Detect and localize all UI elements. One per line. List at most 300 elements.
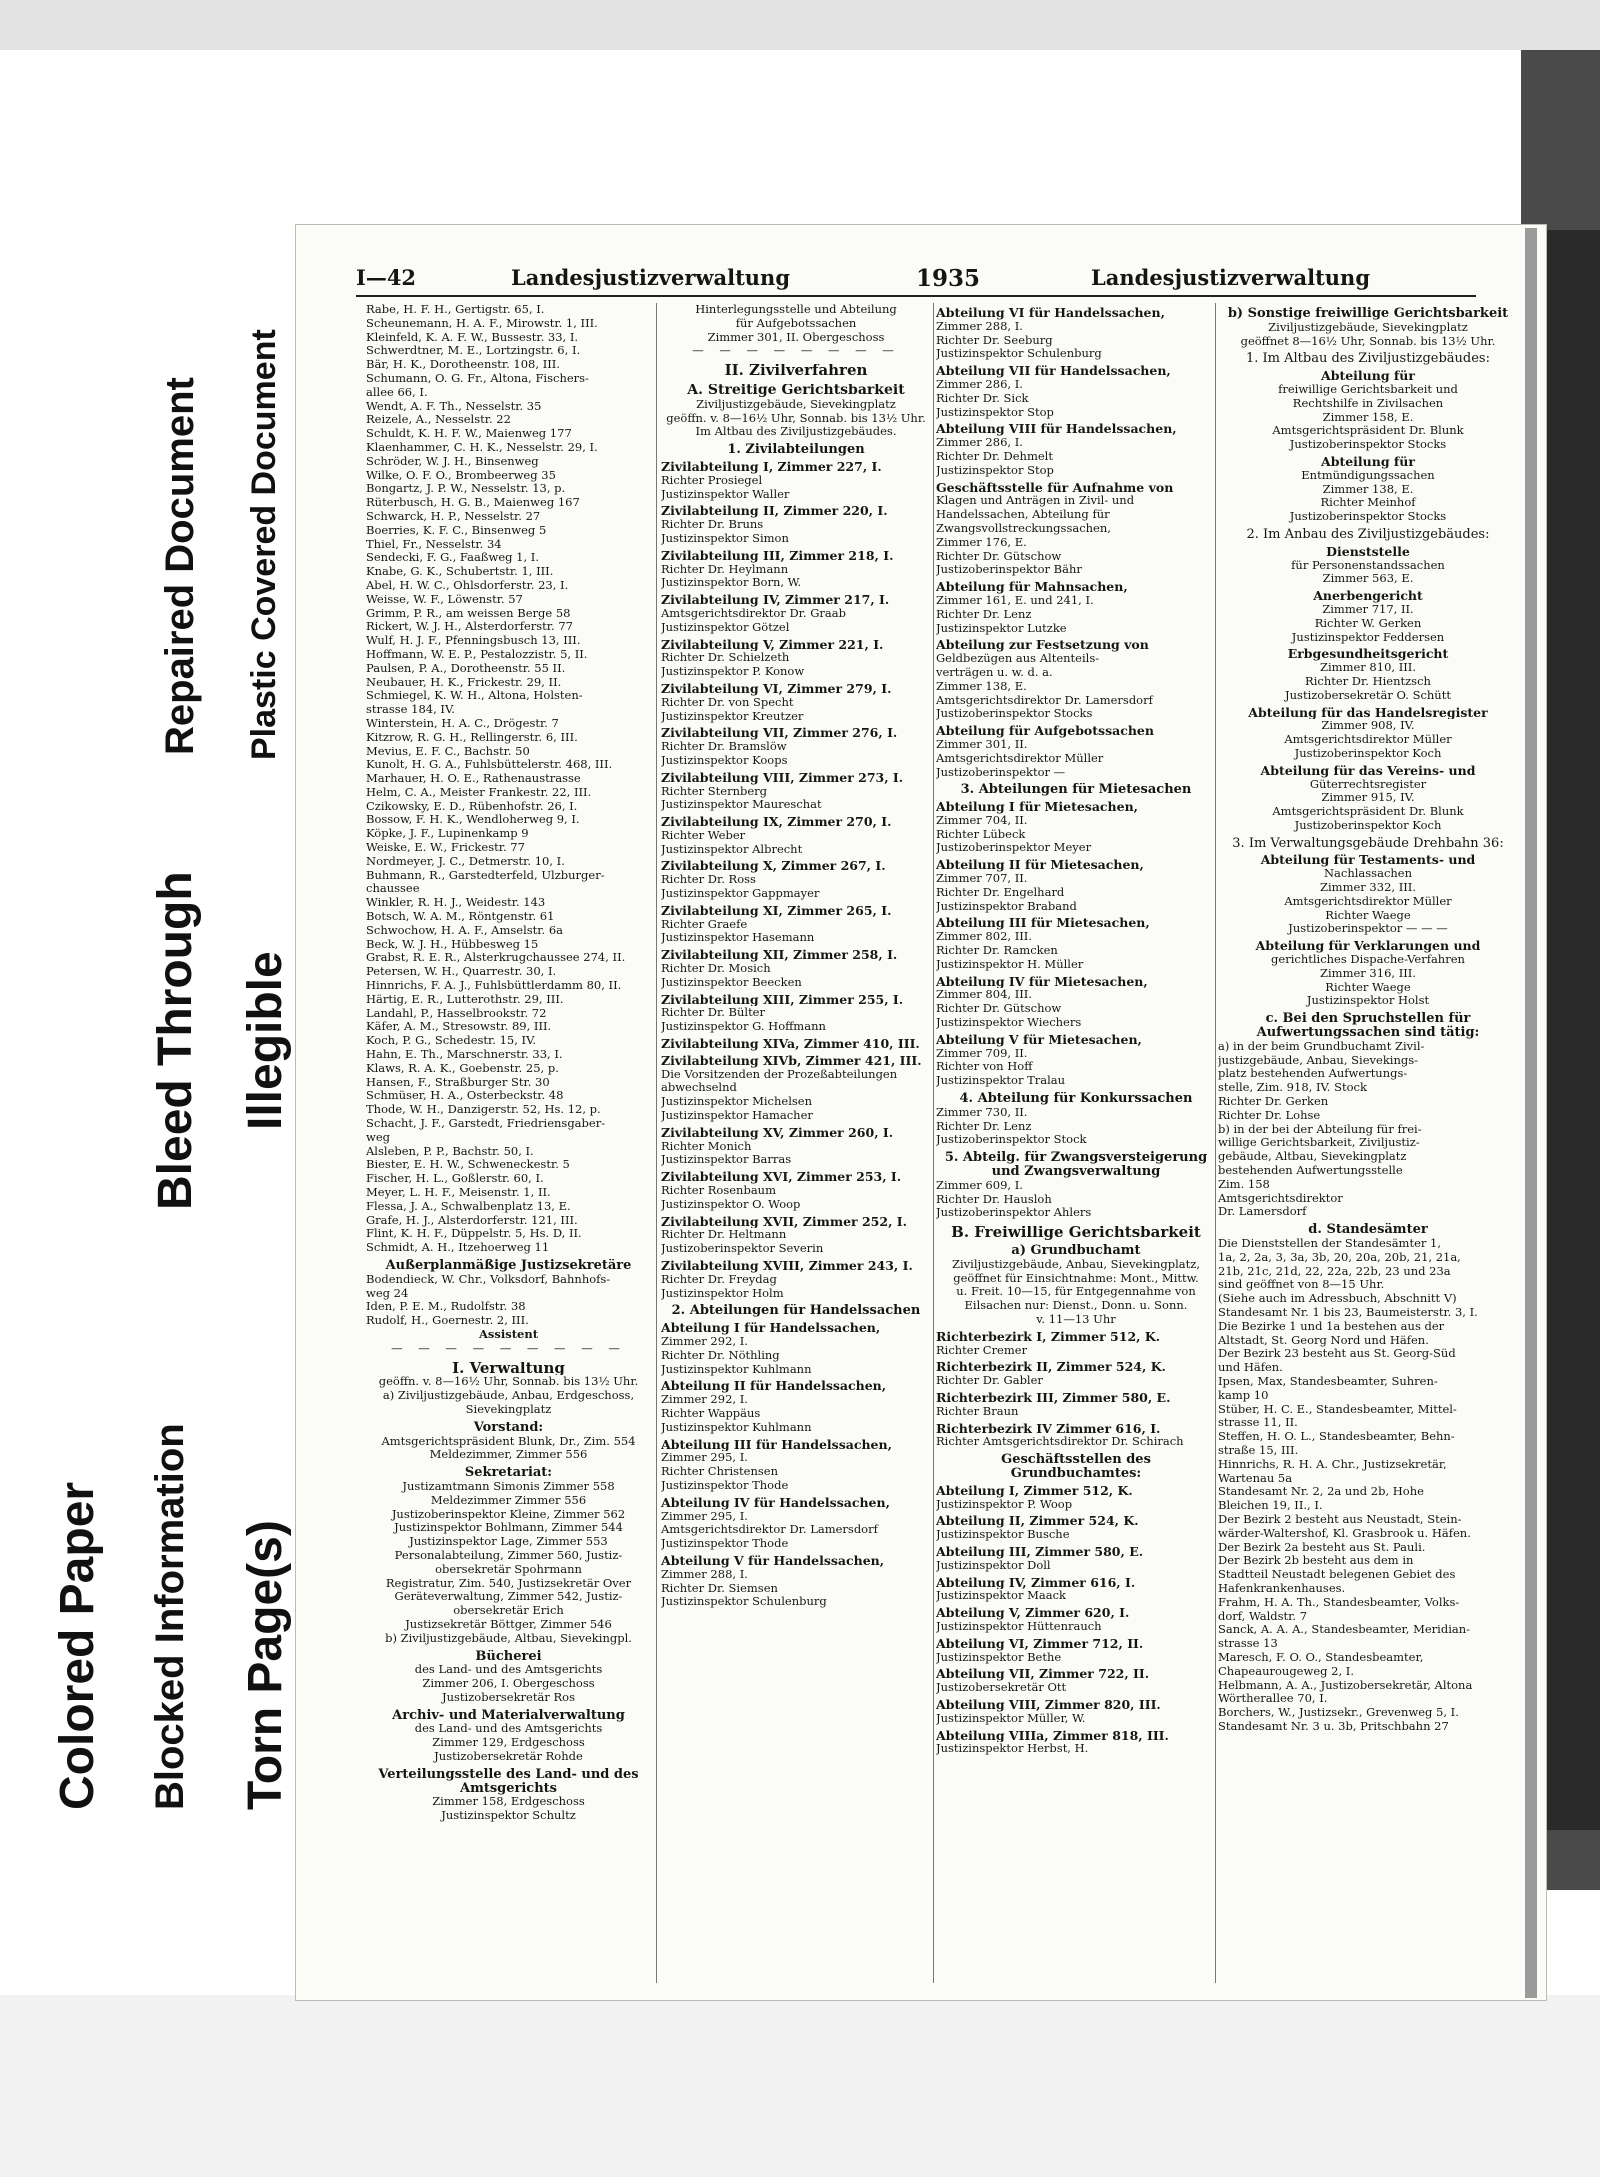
dash-divider: — — — — — — — —	[692, 344, 900, 358]
text-line: Justizinspektor Herbst, H.	[936, 1742, 1089, 1756]
text-line: 1a, 2, 2a, 3, 3a, 3b, 20, 20a, 20b, 21, 21a,	[1218, 1250, 1461, 1264]
text-line: Abteilung VIII, Zimmer 820, III.	[936, 1697, 1161, 1712]
text-line: Zivilabteilung XI, Zimmer 265, I.	[661, 903, 892, 918]
text-line: Zivilabteilung XVII, Zimmer 252, I.	[661, 1214, 907, 1229]
text-line: Stadtteil Neustadt belegenen Gebiet des	[1218, 1568, 1456, 1582]
text-line: Abteilung für	[1321, 369, 1415, 383]
text-line: Zivilabteilung XVIII, Zimmer 243, I.	[661, 1259, 913, 1273]
zivilverfahren-heading: II. Zivilverfahren	[724, 364, 868, 378]
column-4	[1218, 303, 1518, 1734]
text-line: Bongartz, J. P. W., Nesselstr. 13, p.	[366, 482, 566, 496]
text-line: (Siehe auch im Adressbuch, Abschnitt V)	[1218, 1292, 1457, 1306]
text-line: Justizinspektor Hamacher	[661, 1109, 813, 1123]
text-line: Richter Prosiegel	[661, 473, 763, 487]
text-line: Abteilung VIII für Handelssachen,	[936, 422, 1177, 437]
text-line: Richter Dr. Lenz	[936, 1119, 1032, 1133]
text-line: Justizobersekretär Ott	[936, 1681, 1067, 1695]
text-line: Der Bezirk 2 besteht aus Neustadt, Stein-	[1218, 1512, 1462, 1526]
text-line: Richter Dr. Bramslöw	[661, 740, 787, 754]
text-line: Abteilung VII für Handelssachen,	[936, 364, 1171, 378]
text-line: Schwarck, H. P., Nesselstr. 27	[366, 509, 541, 523]
text-line: Richterbezirk II, Zimmer 524, K.	[936, 1360, 1166, 1375]
text-line: Abteilung für das Vereins- und	[1260, 763, 1476, 778]
text-line: Schacht, J. F., Garstedt, Friedriensgaber-	[366, 1117, 606, 1131]
text-line: Amtsgerichtspräsident Dr. Blunk	[1272, 805, 1464, 819]
text-line: Zimmer 704, II.	[936, 813, 1028, 827]
text-line: Ziviljustizgebäude, Anbau, Sievekingplatz,	[952, 1257, 1200, 1271]
text-line: Richter Dr. Ross	[661, 873, 756, 887]
text-line: Richter Dr. Gabler	[936, 1374, 1043, 1388]
text-line: 21b, 21c, 21d, 22, 22a, 22b, 23 und 23a	[1218, 1264, 1451, 1278]
mietesachen-heading: 3. Abteilungen für Mietesachen	[960, 783, 1192, 798]
text-line: Meldezimmer, Zimmer 556	[429, 1448, 588, 1462]
text-line: Marhauer, H. O. E., Rathenaustrasse	[366, 772, 581, 786]
text-line: Abteilung V, Zimmer 620, I.	[936, 1606, 1130, 1620]
text-line: Bleichen 19, II., I.	[1218, 1499, 1323, 1513]
text-line: Zivilabteilung I, Zimmer 227, I.	[661, 459, 882, 474]
text-line: Justizinspektor Braband	[936, 899, 1077, 913]
text-line: Abteilung VII, Zimmer 722, II.	[936, 1667, 1150, 1682]
text-line: Richter Dr. Siemsen	[661, 1581, 778, 1595]
text-line: Justizinspektor Lage, Zimmer 553	[409, 1535, 608, 1549]
text-line: Richter Dr. Freydag	[661, 1272, 777, 1286]
text-line: Standesamt Nr. 3 u. 3b, Pritschbahn 27	[1218, 1719, 1449, 1733]
text-line: Zimmer 288, I.	[936, 319, 1023, 333]
text-line: Zimmer 730, II.	[936, 1105, 1028, 1119]
text-line: Altstadt, St. Georg Nord und Häfen.	[1218, 1333, 1429, 1347]
text-block	[1218, 1040, 1518, 1219]
text-block	[1218, 1237, 1518, 1734]
text-line: strasse 184, IV.	[366, 703, 455, 717]
text-line: Botsch, W. A. M., Röntgenstr. 61	[366, 910, 555, 924]
text-line: Hoffmann, W. E. P., Pestalozzistr. 5, II.	[366, 647, 588, 661]
text-line: Justizoberinspektor Koch	[1294, 818, 1442, 832]
text-line: geöffn. v. 8—16½ Uhr, Sonnab. bis 13½ Uhr.	[378, 1375, 639, 1389]
text-line: Weisse, W. F., Löwenstr. 57	[366, 592, 523, 606]
text-line: Amtsgerichtsdirektor Müller	[936, 751, 1104, 765]
header-title-left: Landesjustizverwaltung	[511, 265, 791, 290]
text-line: Wendt, A. F. Th., Nesselstr. 35	[366, 399, 542, 413]
text-line: Knabe, G. K., Schubertstr. 1, III.	[366, 565, 554, 579]
text-line: Meyer, L. H. F., Meisenstr. 1, II.	[366, 1186, 551, 1199]
text-line: Justizinspektor Thode	[661, 1537, 789, 1551]
text-line: Kunolt, H. G. A., Fuhlsbüttelerstr. 468, III.	[366, 758, 613, 772]
text-line: Justizinspektor Tralau	[936, 1074, 1066, 1088]
bottom-scan-band	[0, 1995, 1600, 2177]
text-line: Justizoberinspektor —	[936, 765, 1066, 779]
freiwillige-heading: B. Freiwillige Gerichtsbarkeit	[951, 1226, 1201, 1240]
zivilabteilungen-heading: 1. Zivilabteilungen	[727, 443, 865, 457]
text-line: willige Gerichtsbarkeit, Ziviljustiz-	[1218, 1136, 1420, 1150]
text-line: Richter Graefe	[661, 917, 748, 931]
text-line: Borchers, W., Justizsekr., Grevenweg 5, I.	[1218, 1706, 1459, 1720]
text-line: Zwangsvollstreckungssachen,	[936, 521, 1111, 535]
text-line: Schumann, O. G. Fr., Altona, Fischers-	[366, 371, 589, 385]
text-line: Richter Dr. von Specht	[661, 695, 794, 709]
text-line: Richter Waege	[1325, 908, 1411, 922]
archiv-heading: Archiv- und Materialverwaltung	[392, 1708, 625, 1723]
top-scan-band	[0, 0, 1600, 50]
text-line: Entmündigungssachen	[1301, 468, 1435, 482]
text-line: Richter Sternberg	[661, 784, 767, 798]
text-line: Justizinspektor Koops	[661, 753, 788, 767]
text-line: Zivilabteilung II, Zimmer 220, I.	[661, 504, 888, 519]
entry-list	[936, 797, 1216, 1088]
page-edge	[1525, 228, 1537, 1998]
text-line: u. Freit. 10—15, für Entgegennahme von	[956, 1285, 1196, 1299]
text-line: für Aufgebotssachen	[735, 316, 857, 330]
annotation-sidebar	[30, 270, 290, 1820]
text-line: Wartenau 5a	[1218, 1471, 1293, 1485]
text-line: Käfer, A. M., Stresowstr. 89, III.	[366, 1020, 552, 1034]
text-line: Reizele, A., Nesselstr. 22	[366, 413, 511, 427]
text-line: Erbgesundheitsgericht	[1287, 647, 1449, 662]
text-line: Petersen, W. H., Quarrestr. 30, I.	[366, 965, 557, 979]
dash-divider: — — — — — — — — —	[391, 1341, 626, 1355]
text-line: Registratur, Zim. 540, Justizsekretär Over	[385, 1576, 632, 1590]
column-separator	[933, 303, 934, 1983]
page-header	[296, 225, 1546, 292]
text-line: Handelssachen, Abteilung für	[936, 508, 1110, 522]
text-line: strasse 11, II.	[1218, 1416, 1298, 1430]
geschaeftsstellen-heading: Geschäftsstellen des Grundbuchamtes:	[1001, 1453, 1151, 1481]
text-line: Sievekingplatz	[465, 1402, 552, 1416]
text-line: Amtsgerichtsdirektor	[1218, 1191, 1343, 1205]
label-plastic-covered-document: Plastic Covered Document	[245, 329, 283, 760]
text-line: Richter Dr. Heltmann	[661, 1228, 787, 1242]
text-line: Mevius, E. F. C., Bachstr. 50	[366, 744, 530, 758]
text-line: Richter Wappäus	[661, 1406, 761, 1420]
text-line: Zimmer 301, II. Obergeschoss	[707, 330, 885, 344]
text-line: Richter Dr. Dehmelt	[936, 449, 1053, 463]
text-line: Amtsgerichtsdirektor Dr. Graab	[661, 606, 846, 620]
text-line: Stüber, H. C. E., Standesbeamter, Mittel-	[1218, 1402, 1457, 1416]
text-line: Justizinspektor Schultz	[441, 1809, 576, 1823]
text-line: Hinnrichs, R. H. A. Chr., Justizsekretär,	[1218, 1457, 1447, 1471]
text-line: Zivilabteilung XVI, Zimmer 253, I.	[661, 1170, 902, 1185]
text-line: Zimmer 206, I. Obergeschoss	[422, 1677, 595, 1691]
text-line: Justizinspektor Maureschat	[661, 798, 822, 812]
text-line: Justizinspektor Götzel	[661, 620, 790, 634]
text-line: Zim. 158	[1218, 1177, 1270, 1191]
text-line: Zimmer 158, E.	[1322, 410, 1414, 424]
text-line: Abteilung zur Festsetzung von	[936, 638, 1149, 653]
text-line: Nordmeyer, J. C., Detmerstr. 10, I.	[366, 854, 565, 868]
text-line: Richter Meinhof	[1320, 496, 1416, 510]
text-line: Abteilung V für Handelssachen,	[661, 1553, 885, 1568]
text-line: Richter Dr. Nöthling	[661, 1348, 780, 1362]
text-line: Justizinspektor Stop	[936, 463, 1054, 477]
text-line: Justizinspektor Holst	[1306, 994, 1430, 1008]
text-line: Rudolf, H., Goernestr. 2, III.	[366, 1314, 529, 1328]
text-line: abwechselnd	[661, 1081, 737, 1095]
text-line: Klaenhammer, C. H. K., Nesselstr. 29, I.	[366, 440, 598, 454]
label-bleed-through: Bleed Through	[149, 871, 202, 1210]
text-line: Richter Waege	[1325, 980, 1411, 994]
text-line: Sendecki, F. G., Faaßweg 1, I.	[366, 551, 539, 565]
text-line: Fischer, H. L., Goßlerstr. 60, I.	[366, 1172, 544, 1186]
text-line: Geldbezügen aus Altenteils-	[936, 652, 1100, 666]
text-block	[366, 1722, 651, 1763]
text-line: Zivilabteilung XV, Zimmer 260, I.	[661, 1125, 894, 1140]
text-line: Justizinspektor Stop	[936, 405, 1054, 419]
text-line: Die Dienststellen der Standesämter 1,	[1218, 1237, 1442, 1250]
text-line: Justizinspektor Thode	[661, 1478, 789, 1492]
text-line: Ziviljustizgebäude, Sievekingplatz	[696, 397, 896, 411]
text-line: Abteilung für	[1321, 454, 1415, 469]
verwaltung-heading: I. Verwaltung	[452, 1361, 565, 1376]
assistent-heading: Assistent	[478, 1327, 539, 1341]
sekretariat-heading: Sekretariat:	[464, 1466, 553, 1480]
text-line: Der Bezirk 23 besteht aus St. Georg-Süd	[1218, 1347, 1456, 1361]
text-line: Eilsachen nur: Dienst., Donn. u. Sonn.	[964, 1299, 1188, 1313]
text-line: Geschäftsstelle für Aufnahme von	[936, 480, 1174, 495]
section-heading: Außerplanmäßige Justizsekretäre	[385, 1258, 632, 1273]
text-line: Schmüser, H. A., Osterbeckstr. 48	[366, 1089, 564, 1103]
text-line: justizgebäude, Anbau, Sievekings-	[1218, 1053, 1419, 1067]
text-line: Abteilung I für Handelssachen,	[661, 1321, 881, 1335]
text-line: Justizobersekretär Rohde	[434, 1750, 583, 1764]
text-line: Abteilung für Mahnsachen,	[936, 580, 1128, 594]
text-line: des Land- und des Amtsgerichts	[414, 1663, 603, 1677]
text-line: Richter Cremer	[936, 1343, 1028, 1357]
text-line: Czikowsky, E. D., Rübenhofstr. 26, I.	[366, 799, 578, 813]
konkurs-heading: 4. Abteilung für Konkurssachen	[959, 1092, 1193, 1106]
label-repaired-document: Repaired Document	[158, 377, 202, 755]
text-line: Justizoberinspektor Stocks	[936, 707, 1093, 721]
text-line: Wilke, O. F. O., Brombeerweg 35	[366, 468, 556, 482]
text-line: Schuldt, K. H. F. W., Maienweg 177	[366, 427, 572, 441]
text-line: Zivilabteilung IX, Zimmer 270, I.	[661, 815, 892, 829]
text-line: Justizoberinspektor Stocks	[1289, 438, 1447, 452]
text-line: Justizobersekretär O. Schütt	[1285, 688, 1451, 702]
text-line: Maresch, F. O. O., Standesbeamter,	[1218, 1650, 1424, 1664]
text-line: Klaws, R. A. K., Goebenstr. 25, p.	[366, 1061, 559, 1075]
text-line: Justizinspektor Schulenburg	[936, 347, 1102, 361]
spruchstellen-heading: c. Bei den Spruchstellen für Aufwertungssachen sind tätig:	[1256, 1012, 1480, 1040]
text-line: Justizinspektor Lutzke	[936, 621, 1067, 635]
text-line: Zimmer 138, E.	[936, 679, 1027, 693]
text-line: Meldezimmer Zimmer 556	[430, 1493, 587, 1507]
text-line: stelle, Zim. 918, IV. Stock	[1218, 1081, 1367, 1095]
text-line: Richterbezirk I, Zimmer 512, K.	[936, 1329, 1161, 1344]
text-line: Richter Dr. Bülter	[661, 1006, 765, 1020]
text-line: Güterrechtsregister	[1309, 777, 1427, 791]
text-line: Richter Monich	[661, 1139, 752, 1153]
text-line: Richter Dr. Bruns	[661, 518, 764, 532]
text-line: Abteilung für Aufgebotssachen	[936, 724, 1154, 738]
text-line: Zimmer 129, Erdgeschoss	[432, 1736, 585, 1750]
text-line: Abteilung II für Handelssachen,	[661, 1379, 887, 1394]
text-line: Zimmer 138, E.	[1322, 482, 1414, 496]
text-line: Bossow, F. H. K., Wendloherweg 9, I.	[366, 813, 580, 827]
vorstand-heading: Vorstand:	[473, 1420, 544, 1435]
text-line: Justizobersekretär Ros	[442, 1690, 575, 1704]
text-line: Richter Dr. Hausloh	[936, 1192, 1052, 1206]
text-line: Justizinspektor Wiechers	[936, 1016, 1082, 1030]
text-block	[1218, 321, 1518, 349]
text-line: für Personenstandssachen	[1291, 558, 1445, 572]
text-line: Richter Amtsgerichtsdirektor Dr. Schirach	[936, 1435, 1184, 1449]
text-line: Schwochow, H. A. F., Amselstr. 6a	[366, 923, 563, 937]
text-line: Zimmer 301, II.	[936, 737, 1028, 751]
text-line: Justizinspektor P. Woop	[936, 1497, 1073, 1511]
buecherei-heading: Bücherei	[475, 1649, 542, 1664]
text-line: Justizoberinspektor Severin	[661, 1242, 824, 1256]
text-line: Beck, W. J. H., Hübbesweg 15	[366, 937, 539, 951]
entry-list	[936, 303, 1216, 779]
text-line: Justizinspektor Holm	[661, 1286, 784, 1300]
entry-list	[661, 457, 931, 1300]
text-line: Dienststelle	[1326, 544, 1410, 559]
text-line: Ziviljustizgebäude, Sievekingplatz	[1268, 320, 1468, 334]
drehbahn-heading: 3. Im Verwaltungsgebäude Drehbahn 36:	[1232, 836, 1504, 851]
text-line: Justizinspektor P. Konow	[661, 665, 805, 679]
text-line: Zimmer 332, III.	[1320, 881, 1416, 895]
text-line: Abteilung I, Zimmer 512, K.	[936, 1483, 1133, 1498]
text-line: Klagen und Anträgen in Zivil- und	[936, 494, 1135, 508]
text-line: v. 11—13 Uhr	[1036, 1312, 1116, 1326]
text-line: Zivilabteilung XII, Zimmer 258, I.	[661, 948, 898, 963]
text-line: Richter Dr. Lenz	[936, 607, 1032, 621]
text-line: Justizinspektor Busche	[936, 1528, 1070, 1542]
text-line: Justizinspektor Müller, W.	[936, 1711, 1086, 1725]
text-line: Richter von Hoff	[936, 1060, 1033, 1074]
handelssachen-heading: 2. Abteilungen für Handelssachen	[671, 1304, 921, 1319]
entry-list	[936, 1481, 1216, 1756]
text-line: Richterbezirk IV Zimmer 616, I.	[936, 1421, 1161, 1436]
text-line: Buhmann, R., Garstedterfeld, Ulzburger-	[366, 868, 605, 882]
text-line: platz bestehenden Aufwertungs-	[1218, 1067, 1408, 1081]
text-line: Richter W. Gerken	[1314, 616, 1422, 630]
text-line: Zimmer 563, E.	[1322, 572, 1414, 586]
text-line: Anerbengericht	[1313, 589, 1423, 603]
text-line: Justizinspektor Kuhlmann	[661, 1420, 812, 1434]
text-line: Ipsen, Max, Standesbeamter, Suhren-	[1218, 1374, 1438, 1388]
text-line: Zimmer 176, E.	[936, 535, 1027, 549]
text-line: Justizinspektor H. Müller	[936, 957, 1084, 971]
text-block	[366, 1795, 651, 1823]
text-line: Abteilung II, Zimmer 524, K.	[936, 1514, 1139, 1529]
text-line: Rechtshilfe in Zivilsachen	[1292, 396, 1444, 410]
text-line: Richter Dr. Heylmann	[661, 562, 789, 576]
label-colored-paper: Colored Paper	[51, 1481, 104, 1810]
text-line: Zimmer 609, I.	[936, 1178, 1023, 1192]
text-line: Grafe, H. J., Alsterdorferstr. 121, III.	[366, 1213, 578, 1227]
text-line: des Land- und des Amtsgerichts	[414, 1722, 603, 1736]
entry-list	[661, 1318, 931, 1609]
text-line: Amtsgerichtsdirektor Dr. Lamersdorf	[661, 1523, 878, 1537]
text-line: Chapeaurougeweg 2, I.	[1218, 1664, 1354, 1678]
text-line: Justizoberinspektor Meyer	[936, 841, 1092, 855]
text-line: Bär, H. K., Dorotheenstr. 108, III.	[366, 358, 560, 372]
text-line: Amtsgerichtspräsident Blunk, Dr., Zim. 554	[381, 1434, 636, 1448]
text-line: Hahn, E. Th., Marschnerstr. 33, I.	[366, 1048, 563, 1062]
text-line: Richter Dr. Mosich	[661, 962, 771, 976]
text-block	[366, 1435, 651, 1463]
page-number: I—42	[356, 265, 417, 290]
text-line: Thiel, Fr., Nesselstr. 34	[366, 537, 502, 551]
grundbuchamt-heading: a) Grundbuchamt	[1011, 1244, 1141, 1258]
text-line: Justizinspektor Waller	[661, 487, 790, 501]
text-line: strasse 13	[1218, 1637, 1278, 1651]
text-line: Justizoberinspektor Bähr	[936, 563, 1082, 577]
text-line: Zivilabteilung VII, Zimmer 276, I.	[661, 726, 898, 741]
text-line: Richter Rosenbaum	[661, 1184, 776, 1198]
text-line: Zimmer 802, III.	[936, 930, 1032, 944]
entry-list	[1218, 850, 1518, 1008]
text-line: Amtsgerichtsdirektor Müller	[1284, 894, 1452, 908]
text-line: Wulf, H. J. F., Pfenningsbusch 13, III.	[366, 634, 581, 648]
text-line: Sanck, A. A. A., Standesbeamter, Meridian-	[1218, 1623, 1471, 1637]
text-line: Richter Dr. Hientzsch	[1305, 674, 1431, 688]
text-line: Richter Dr. Seeburg	[936, 333, 1053, 347]
text-line: Zimmer 161, E. und 241, I.	[936, 593, 1094, 607]
text-line: Helm, C. A., Meister Frankestr. 22, III.	[366, 785, 592, 799]
text-line: Abteilung VIIIa, Zimmer 818, III.	[936, 1728, 1169, 1743]
text-line: allee 66, I.	[366, 385, 428, 399]
text-line: Justizoberinspektor — — —	[1288, 922, 1448, 936]
text-line: Justizinspektor Gappmayer	[661, 887, 820, 901]
verteilung-heading: Verteilungsstelle des Land- und des Amtsgerichts	[378, 1767, 639, 1796]
text-line: Die Vorsitzenden der Prozeßabteilungen	[661, 1067, 898, 1081]
name-list	[366, 1273, 651, 1328]
text-line: Zimmer 810, III.	[1320, 661, 1416, 675]
text-line: Bodendieck, W. Chr., Volksdorf, Bahnhofs-	[366, 1272, 611, 1286]
entry-list	[936, 1327, 1216, 1449]
text-line: Justizinspektor Kuhlmann	[661, 1362, 812, 1376]
text-line: Der Bezirk 2b besteht aus dem in	[1218, 1554, 1414, 1568]
text-line: Abteilung für Testaments- und	[1260, 853, 1476, 868]
text-line: Justizinspektor Michelsen	[661, 1095, 812, 1109]
text-line: Köpke, J. F., Lupinenkamp 9	[366, 827, 529, 841]
text-line: Standesamt Nr. 1 bis 23, Baumeisterstr. 3, I.	[1218, 1305, 1478, 1319]
text-line: Richter Braun	[936, 1404, 1019, 1418]
label-blocked-information: Blocked Information	[148, 1423, 192, 1810]
text-line: kamp 10	[1218, 1388, 1269, 1402]
standesaemter-heading: d. Standesämter	[1308, 1223, 1428, 1237]
text-line: Winkler, R. H. J., Weidestr. 143	[366, 896, 546, 910]
text-line: Justizinspektor Simon	[661, 531, 789, 545]
text-line: Härtig, E. R., Lutterothstr. 29, III.	[366, 992, 564, 1006]
sonstige-heading: b) Sonstige freiwillige Gerichtsbarkeit	[1227, 307, 1509, 321]
text-line: Abteilung III für Handelssachen,	[661, 1437, 892, 1452]
scan-right-strip-dark	[1538, 230, 1600, 1830]
text-line: Scheunemann, H. A. F., Mirowstr. 1, III.	[366, 316, 598, 330]
header-rule	[356, 295, 1476, 297]
text-line: freiwillige Gerichtsbarkeit und	[1278, 382, 1458, 396]
text-line: Landahl, P., Hasselbrookstr. 72	[366, 1006, 547, 1020]
text-line: Zimmer 908, IV.	[1321, 719, 1415, 733]
column-3	[936, 303, 1216, 1756]
text-line: Der Bezirk 2a besteht aus St. Pauli.	[1218, 1540, 1426, 1554]
text-line: Justizoberinspektor Ahlers	[936, 1206, 1092, 1220]
text-line: Weiske, E. W., Frickestr. 77	[366, 841, 525, 855]
column-separator	[656, 303, 657, 1983]
text-line: Abteilung III, Zimmer 580, E.	[936, 1544, 1144, 1559]
text-line: Abteilung VI, Zimmer 712, II.	[936, 1636, 1144, 1651]
name-list	[366, 303, 651, 1255]
text-line: Zivilabteilung III, Zimmer 218, I.	[661, 548, 894, 563]
text-line: Justizinspektor Doll	[936, 1558, 1051, 1572]
text-line: bestehenden Aufwertungsstelle	[1218, 1164, 1403, 1178]
text-line: Zivilabteilung XIVb, Zimmer 421, III.	[661, 1053, 922, 1068]
text-line: weg 24	[366, 1286, 409, 1300]
text-line: Neubauer, H. K., Frickestr. 29, II.	[366, 675, 562, 689]
text-line: Zimmer 292, I.	[661, 1334, 748, 1348]
text-line: Justizoberinspektor Kleine, Zimmer 562	[391, 1507, 626, 1521]
text-line: geöffnet 8—16½ Uhr, Sonnab. bis 13½ Uhr.	[1240, 334, 1496, 348]
